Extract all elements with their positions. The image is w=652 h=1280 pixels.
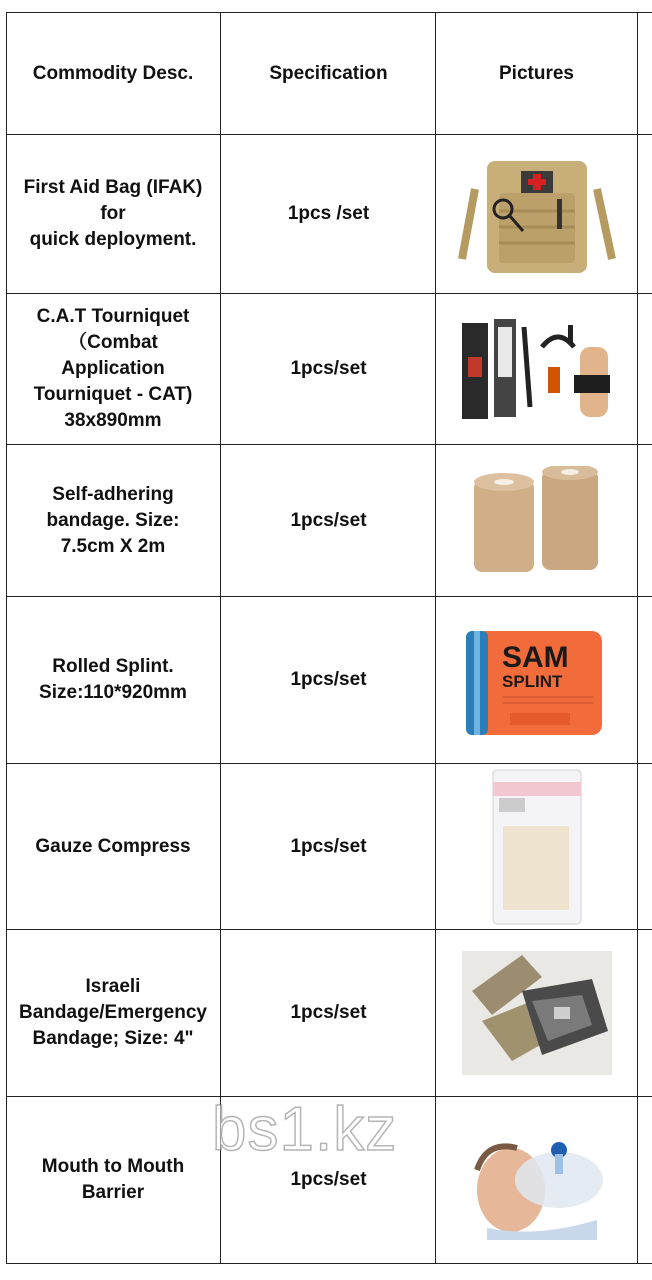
description-line: Self-adhering [52, 483, 174, 505]
description-line: Israeli [85, 976, 141, 997]
description-line: bandage. Size: [46, 509, 180, 531]
israeli-bandage-icon [437, 930, 636, 1096]
table-row-description [7, 597, 219, 763]
table-row-description [7, 445, 219, 596]
ifak-bag-icon [437, 135, 636, 293]
description-line: quick deployment. [29, 229, 197, 250]
splint-label: SPLINT [501, 672, 562, 691]
splint-label: SAM [501, 641, 569, 674]
table-row-specification: 1pcs /set [287, 203, 370, 224]
table-row-description [7, 1097, 219, 1263]
gauze-pack-icon [437, 764, 636, 929]
description-line: 7.5cm X 2m [60, 535, 166, 557]
description-line: Barrier [81, 1182, 145, 1203]
description-line: Tourniquet - CAT) [33, 384, 193, 405]
table-row-description [7, 764, 219, 929]
grid-line [637, 12, 638, 1264]
description-line: （Combat [68, 332, 158, 353]
description-line: Bandage/Emergency [19, 1002, 207, 1023]
table-row-description [7, 135, 219, 293]
table-row-specification: 1pcs/set [290, 669, 367, 690]
description-line: Gauze Compress [35, 835, 191, 857]
cpr-mask-icon [437, 1097, 636, 1263]
description-line: Size:110*920mm [39, 682, 187, 703]
bandage-rolls-icon [437, 445, 636, 596]
table-row-specification: 1pcs/set [290, 1002, 367, 1023]
grid-line [6, 1263, 652, 1264]
description-line: Mouth to Mouth [41, 1156, 185, 1177]
tourniquet-icon [437, 294, 636, 444]
header-description: Commodity Desc. [32, 62, 194, 84]
description-line: Bandage; Size: 4" [32, 1028, 194, 1049]
watermark: bs1.kz [212, 1095, 398, 1164]
header-pictures: Pictures [499, 62, 574, 84]
header-specification: Specification [269, 62, 388, 84]
description-line: First Aid Bag (IFAK) [23, 177, 203, 198]
grid-line [220, 12, 221, 1264]
description-line: Rolled Splint. [52, 656, 174, 677]
description-line: C.A.T Tourniquet [36, 306, 190, 327]
table-row-description [7, 294, 219, 444]
description-line: 38x890mm [64, 410, 162, 431]
table-row-description [7, 930, 219, 1096]
description-line: for [100, 203, 126, 224]
grid-line [435, 12, 436, 1264]
sam-splint-icon [437, 597, 636, 763]
table-row-specification: 1pcs/set [290, 1169, 367, 1190]
table-row-specification: 1pcs/set [290, 358, 367, 379]
description-line: Application [61, 358, 165, 379]
table-row-specification: 1pcs/set [290, 835, 367, 857]
table-row-specification: 1pcs/set [290, 509, 367, 531]
